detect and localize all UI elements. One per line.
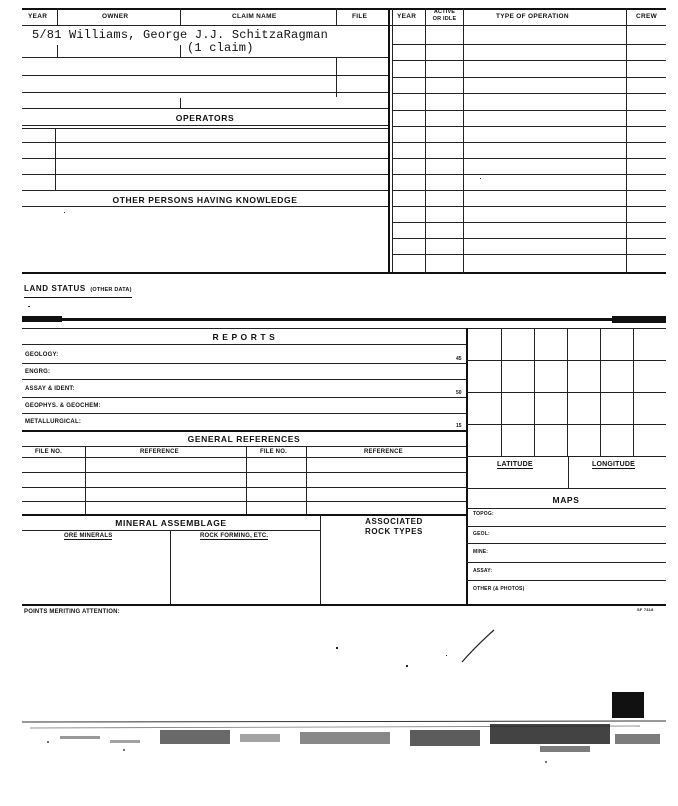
points-meriting-attention: POINTS MERITING ATTENTION: [24, 609, 120, 615]
report-label-geophys: GEOPHYS. & GEOCHEM: [25, 403, 101, 409]
col-reference: REFERENCE [140, 449, 179, 455]
report-label-metallurgical: METALLURGICAL: [25, 419, 82, 425]
form-number: SF 7318 [637, 607, 654, 612]
land-status [24, 278, 132, 298]
header-type-of-operation: TYPE OF OPERATION [496, 13, 569, 20]
land-status-sub: (OTHER DATA) [90, 287, 132, 293]
header-active-line1: ACTIVE [433, 9, 456, 15]
header-active-line2: OR IDLE [432, 16, 457, 22]
map-row-geol: GEOL: [473, 531, 490, 537]
report-num-geology: 45 [456, 356, 462, 362]
header-crew: CREW [636, 13, 658, 20]
maps-title: MAPS [552, 495, 580, 505]
header-file: FILE [352, 13, 368, 20]
header-owner: OWNER [102, 13, 129, 20]
claim-entry-line1: 5/81 Williams, George J.J. SchitzaRagman [32, 28, 329, 42]
latitude-label: LATITUDE [497, 461, 533, 468]
mineral-assemblage-title: MINERAL ASSEMBLAGE [115, 518, 227, 528]
header-year-2: YEAR [397, 13, 417, 20]
report-label-assay: ASSAY & IDENT: [25, 386, 75, 392]
scan-noise-band [0, 690, 678, 770]
map-row-other: OTHER (& PHOTOS) [473, 586, 525, 592]
report-label-geology: GEOLOGY: [25, 352, 59, 358]
map-row-mine: MINE: [473, 549, 489, 555]
col-reference-2: REFERENCE [364, 449, 403, 455]
report-num-metallurgical: 15 [456, 423, 462, 429]
col-file-no-2: FILE NO. [260, 449, 287, 455]
map-row-assay: ASSAY: [473, 568, 493, 574]
other-persons-title: OTHER PERSONS HAVING KNOWLEDGE [112, 195, 298, 205]
header-claim-name: CLAIM NAME [232, 13, 277, 20]
ore-minerals-label: ORE MINERALS [64, 533, 113, 539]
longitude-label: LONGITUDE [592, 461, 636, 468]
general-references-title: GENERAL REFERENCES [187, 434, 301, 444]
pen-stroke [460, 628, 500, 664]
rock-forming-label: ROCK FORMING, ETC. [200, 533, 269, 539]
reports-title: R E P O R T S [212, 332, 276, 342]
map-row-topog: TOPOG: [473, 511, 494, 517]
associated-line1: ASSOCIATED [365, 517, 423, 526]
report-label-engrg: ENGRG: [25, 369, 51, 375]
col-file-no: FILE NO. [35, 449, 62, 455]
header-year: YEAR [28, 13, 48, 20]
claim-entry-line2: (1 claim) [187, 41, 254, 55]
land-status-title: LAND STATUS [24, 284, 86, 293]
report-num-assay: 50 [456, 390, 462, 396]
operators-title: OPERATORS [175, 113, 235, 123]
associated-line2: ROCK TYPES [364, 527, 423, 536]
